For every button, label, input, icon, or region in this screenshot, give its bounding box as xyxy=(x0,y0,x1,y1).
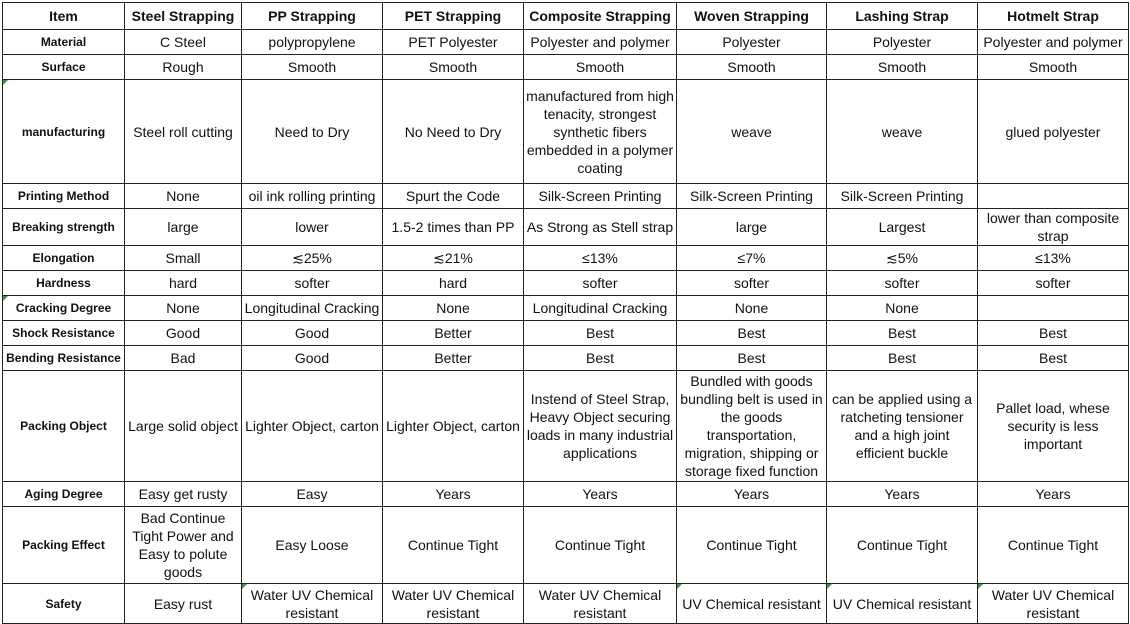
table-cell: Best xyxy=(524,321,677,346)
table-cell: ≲5% xyxy=(827,246,978,271)
table-cell: Need to Dry xyxy=(242,80,383,184)
table-cell xyxy=(978,296,1129,321)
table-cell: Smooth xyxy=(383,55,524,80)
table-cell: Polyester xyxy=(677,30,827,55)
table-cell: Smooth xyxy=(524,55,677,80)
table-cell: ≲21% xyxy=(383,246,524,271)
table-row xyxy=(3,271,1129,296)
table-row xyxy=(3,30,1129,55)
table-row xyxy=(3,184,1129,209)
table-cell: Silk-Screen Printing xyxy=(524,184,677,209)
table-cell: Silk-Screen Printing xyxy=(677,184,827,209)
table-cell: C Steel xyxy=(125,30,242,55)
strapping-comparison-table xyxy=(2,2,1129,624)
table-cell: Water UV Chemical resistant xyxy=(242,584,383,624)
table-cell: oil ink rolling printing xyxy=(242,184,383,209)
table-cell: Bad xyxy=(125,346,242,371)
table-cell: Continue Tight xyxy=(827,507,978,584)
table-cell: Polyester and polymer xyxy=(978,30,1129,55)
table-cell: Largest xyxy=(827,209,978,246)
table-cell: Smooth xyxy=(242,55,383,80)
row-label: manufacturing xyxy=(3,80,125,184)
table-cell: softer xyxy=(827,271,978,296)
table-cell: Smooth xyxy=(978,55,1129,80)
row-label: Breaking strength xyxy=(3,209,125,246)
table-cell: Better xyxy=(383,346,524,371)
table-cell: Smooth xyxy=(827,55,978,80)
table-cell: ≤7% xyxy=(677,246,827,271)
table-cell: Lighter Object, carton xyxy=(242,371,383,482)
table-row xyxy=(3,209,1129,246)
table-cell: As Strong as Stell strap xyxy=(524,209,677,246)
table-cell: UV Chemical resistant xyxy=(827,584,978,624)
table-cell: Easy rust xyxy=(125,584,242,624)
table-cell: Best xyxy=(978,346,1129,371)
table-row xyxy=(3,346,1129,371)
header-cell: PP Strapping xyxy=(242,3,383,30)
table-cell: Years xyxy=(383,482,524,507)
table-cell: Small xyxy=(125,246,242,271)
table-cell: Easy get rusty xyxy=(125,482,242,507)
table-cell: Years xyxy=(524,482,677,507)
table-cell: Steel roll cutting xyxy=(125,80,242,184)
row-label: Cracking Degree xyxy=(3,296,125,321)
table-cell: Best xyxy=(827,346,978,371)
header-cell: Steel Strapping xyxy=(125,3,242,30)
table-cell: None xyxy=(827,296,978,321)
table-cell: None xyxy=(125,296,242,321)
table-row xyxy=(3,482,1129,507)
table-cell: Good xyxy=(125,321,242,346)
table-cell: Polyester and polymer xyxy=(524,30,677,55)
table-cell: Lighter Object, carton xyxy=(383,371,524,482)
table-cell: Best xyxy=(978,321,1129,346)
table-cell: Best xyxy=(827,321,978,346)
table-cell: Best xyxy=(524,346,677,371)
table-cell: hard xyxy=(125,271,242,296)
table-body xyxy=(3,30,1129,624)
row-label: Printing Method xyxy=(3,184,125,209)
header-cell: Item xyxy=(3,3,125,30)
table-cell: Easy xyxy=(242,482,383,507)
table-cell: Longitudinal Cracking xyxy=(242,296,383,321)
table-cell: Large solid object xyxy=(125,371,242,482)
table-cell: glued polyester xyxy=(978,80,1129,184)
table-cell: ≲25% xyxy=(242,246,383,271)
table-cell: Water UV Chemical resistant xyxy=(524,584,677,624)
table-row xyxy=(3,507,1129,584)
table-cell: Bundled with goods bundling belt is used in the goods transportation, migration, shipping or storage fixed function xyxy=(677,371,827,482)
table-cell: Silk-Screen Printing xyxy=(827,184,978,209)
table-row xyxy=(3,584,1129,624)
table-cell: Pallet load, whese security is less important xyxy=(978,371,1129,482)
table-row xyxy=(3,55,1129,80)
header-cell: Woven Strapping xyxy=(677,3,827,30)
table-cell: Years xyxy=(827,482,978,507)
row-label: Packing Effect xyxy=(3,507,125,584)
row-label: Safety xyxy=(3,584,125,624)
table-row xyxy=(3,246,1129,271)
row-label: Hardness xyxy=(3,271,125,296)
table-cell: Polyester xyxy=(827,30,978,55)
table-cell: softer xyxy=(677,271,827,296)
table-cell: Bad Continue Tight Power and Easy to polute goods xyxy=(125,507,242,584)
table-cell: Water UV Chemical resistant xyxy=(383,584,524,624)
table-cell: can be applied using a ratcheting tensioner and a high joint efficient buckle xyxy=(827,371,978,482)
table-cell: PET Polyester xyxy=(383,30,524,55)
table-cell: Smooth xyxy=(677,55,827,80)
table-cell: ≤13% xyxy=(978,246,1129,271)
table-cell: None xyxy=(125,184,242,209)
table-cell: lower than composite strap xyxy=(978,209,1129,246)
table-cell: Water UV Chemical resistant xyxy=(978,584,1129,624)
header-row xyxy=(3,3,1129,30)
row-label: Packing Object xyxy=(3,371,125,482)
table-cell: No Need to Dry xyxy=(383,80,524,184)
table-cell: Continue Tight xyxy=(524,507,677,584)
table-cell: Rough xyxy=(125,55,242,80)
table-cell: Years xyxy=(677,482,827,507)
row-label: Aging Degree xyxy=(3,482,125,507)
table-cell: lower xyxy=(242,209,383,246)
table-cell: Good xyxy=(242,346,383,371)
header-cell: Composite Strapping xyxy=(524,3,677,30)
table-cell: 1.5-2 times than PP xyxy=(383,209,524,246)
table-row xyxy=(3,80,1129,184)
table-cell: large xyxy=(677,209,827,246)
table-cell: None xyxy=(677,296,827,321)
table-cell: softer xyxy=(524,271,677,296)
table-cell: Best xyxy=(677,321,827,346)
table-cell: Continue Tight xyxy=(978,507,1129,584)
table-cell: Easy Loose xyxy=(242,507,383,584)
table-cell: Spurt the Code xyxy=(383,184,524,209)
table-cell: UV Chemical resistant xyxy=(677,584,827,624)
table-row xyxy=(3,296,1129,321)
table-cell: ≤13% xyxy=(524,246,677,271)
header-cell: Hotmelt Strap xyxy=(978,3,1129,30)
row-label: Shock Resistance xyxy=(3,321,125,346)
table-cell: Good xyxy=(242,321,383,346)
table-cell: manufactured from high tenacity, strongest synthetic fibers embedded in a polymer coating xyxy=(524,80,677,184)
header-cell: Lashing Strap xyxy=(827,3,978,30)
table-cell: Continue Tight xyxy=(383,507,524,584)
table-cell: weave xyxy=(827,80,978,184)
row-label: Bending Resistance xyxy=(3,346,125,371)
header-cell: PET Strapping xyxy=(383,3,524,30)
table-cell: softer xyxy=(242,271,383,296)
table-cell xyxy=(978,184,1129,209)
table-cell: Continue Tight xyxy=(677,507,827,584)
table-cell: Years xyxy=(978,482,1129,507)
table-cell: Better xyxy=(383,321,524,346)
table-cell: Instend of Steel Strap, Heavy Object securing loads in many industrial applications xyxy=(524,371,677,482)
row-label: Surface xyxy=(3,55,125,80)
table-cell: weave xyxy=(677,80,827,184)
row-label: Material xyxy=(3,30,125,55)
table-cell: large xyxy=(125,209,242,246)
table-cell: Best xyxy=(677,346,827,371)
table-cell: softer xyxy=(978,271,1129,296)
table-row xyxy=(3,371,1129,482)
table-cell: Longitudinal Cracking xyxy=(524,296,677,321)
table-cell: None xyxy=(383,296,524,321)
table-cell: polypropylene xyxy=(242,30,383,55)
row-label: Elongation xyxy=(3,246,125,271)
table-row xyxy=(3,321,1129,346)
table-cell: hard xyxy=(383,271,524,296)
